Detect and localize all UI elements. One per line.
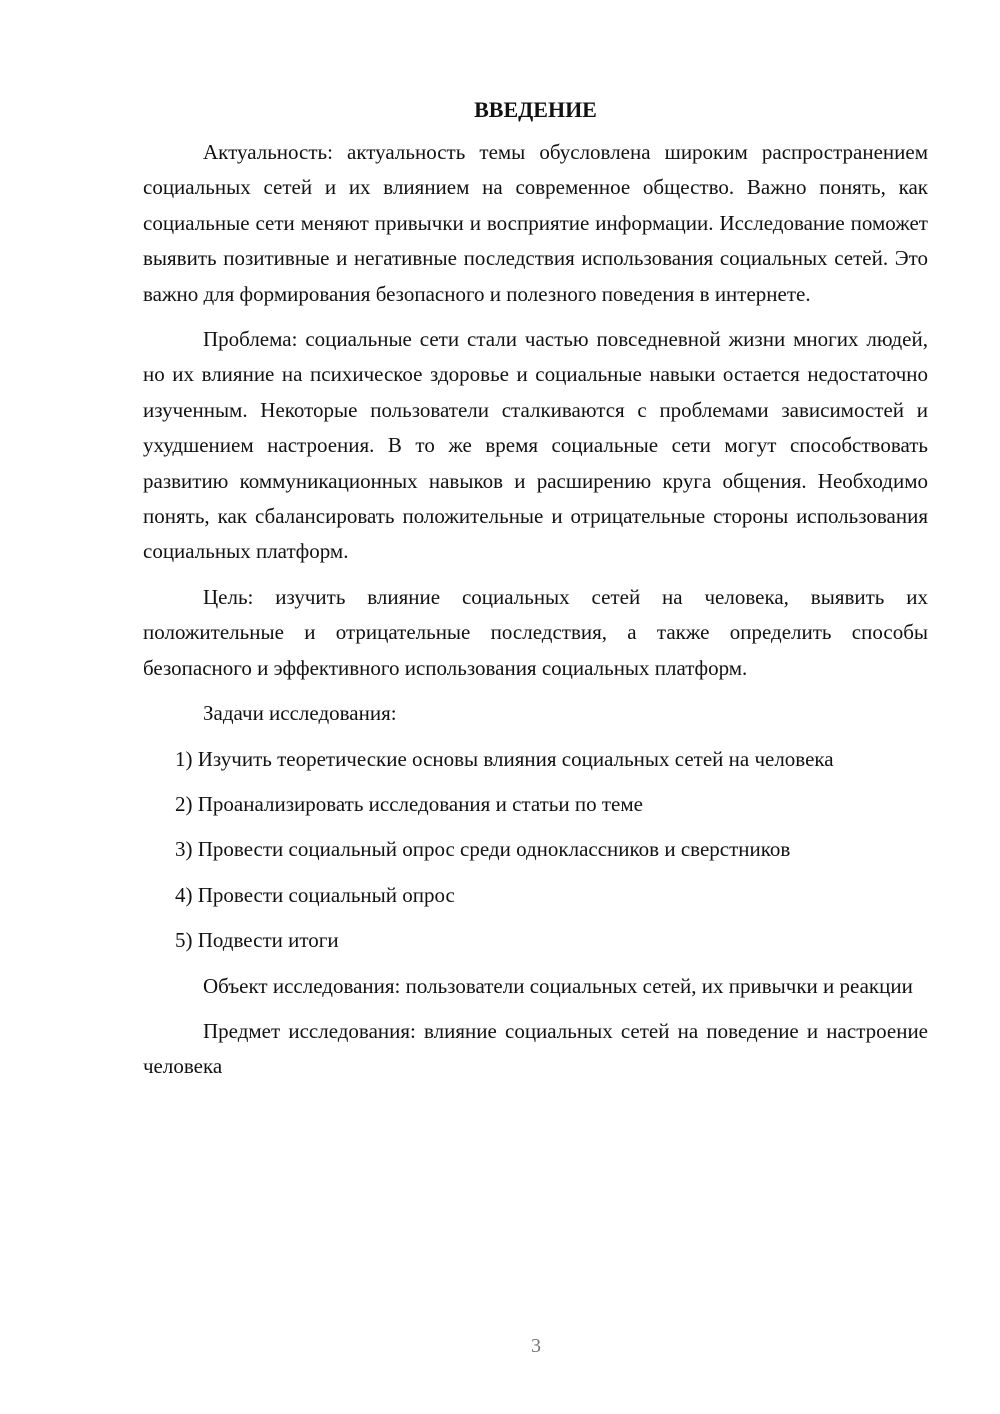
list-item: 1) Изучить теоретические основы влияния социальных сетей на человека: [175, 746, 834, 771]
list-item: 2) Проанализировать исследования и статьи по теме: [175, 791, 643, 816]
subject-paragraph: Предмет исследования: влияние социальных сетей на поведение и настроение человека: [143, 1018, 928, 1079]
relevance-paragraph: Актуальность: актуальность темы обусловлена широким распространением социальных сетей и их влиянием на современное общество. Важно понять, как социальные сети меняют привычки и восприятие информации. Исследование поможет выявить позитивные и негативные последствия использования социальных сетей. Это важно для формирования безопасного и полезного поведения в интернете.: [143, 140, 928, 306]
object-paragraph: Объект исследования: пользователи социальных сетей, их привычки и реакции: [203, 973, 913, 998]
problem-paragraph: Проблема: социальные сети стали частью повседневной жизни многих людей, но их влияние на психическое здоровье и социальные навыки остается недостаточно изученным. Некоторые пользователи сталкиваются с проблемами зависимостей и ухудшением настроения. В то же время социальные сети могут способствовать развитию коммуникационных навыков и расширению круга общения. Необходимо понять, как сбалансировать положительные и отрицательные стороны использования социальных платформ.: [143, 327, 928, 564]
goal-paragraph: Цель: изучить влияние социальных сетей на человека, выявить их положительные и отрицательные последствия, а также определить способы безопасного и эффективного использования социальных платформ.: [143, 584, 928, 680]
page-title: ВВЕДЕНИЕ: [474, 97, 597, 122]
list-item: 4) Провести социальный опрос: [175, 882, 455, 907]
list-item: 3) Провести социальный опрос среди одноклассников и сверстников: [175, 837, 791, 862]
tasks-label: Задачи исследования:: [203, 701, 397, 726]
list-item: 5) Подвести итоги: [175, 928, 339, 953]
page-number: 3: [531, 1335, 541, 1357]
tasks-list: [143, 742, 928, 959]
document-page: [143, 95, 928, 1095]
